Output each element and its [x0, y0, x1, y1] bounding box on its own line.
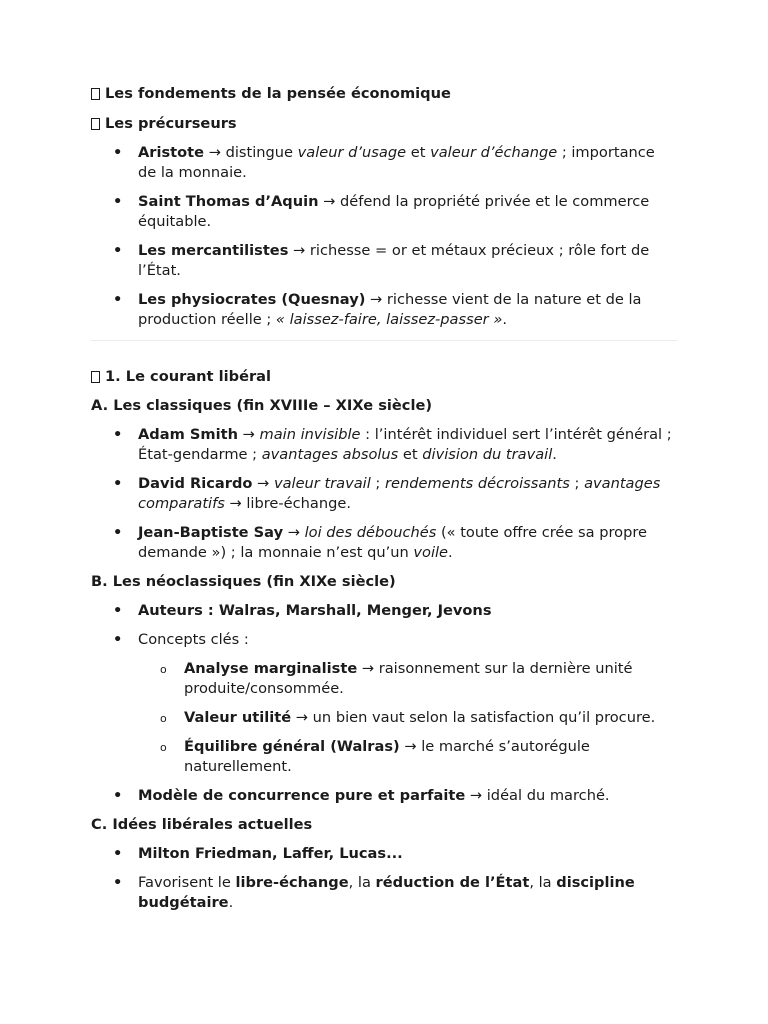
bullet-icon: • — [113, 787, 123, 804]
circle-bullet-icon: o — [160, 741, 167, 754]
list-item: • Auteurs : Walras, Marshall, Menger, Jevons — [113, 602, 492, 619]
scroll-emoji-icon — [91, 118, 100, 130]
sub-list-item: o Analyse marginaliste → raisonnement sur la dernière unité produite/consommée. — [160, 660, 633, 697]
bullet-icon: • — [113, 242, 123, 259]
bullet-icon: • — [113, 475, 123, 492]
circle-bullet-icon: o — [160, 663, 167, 676]
bullet-icon: • — [113, 845, 123, 862]
list-item: • David Ricardo → valeur travail ; rendements décroissants ; avantages comparatifs → libre-échange. — [113, 475, 661, 512]
sub-list-item: o Valeur utilité → un bien vaut selon la satisfaction qu’il procure. — [91, 708, 677, 728]
bullet-icon: • — [113, 602, 123, 619]
classics-list — [91, 425, 677, 563]
bullet-icon: • — [113, 524, 123, 541]
list-item: • Les physiocrates (Quesnay) → richesse vient de la nature et de la production réelle ; « laissez-faire, laissez-passer ». — [113, 291, 642, 328]
bullet-icon: • — [113, 426, 123, 443]
list-item: • Milton Friedman, Laffer, Lucas... — [113, 845, 403, 862]
bullet-icon: • — [113, 291, 123, 308]
precursors-list — [91, 143, 677, 330]
bullet-icon: • — [113, 874, 123, 891]
subsection-title: Les précurseurs — [91, 114, 677, 134]
list-item: • Modèle de concurrence pure et parfaite → idéal du marché. — [113, 787, 610, 804]
section-title: Les fondements de la pensée économique — [91, 84, 677, 104]
horizontal-rule — [91, 340, 677, 341]
bank-emoji-icon — [91, 371, 100, 383]
subsection-title-a: A. Les classiques (fin XVIIIe – XIXe siècle) — [91, 397, 433, 414]
list-item: • Jean-Baptiste Say → loi des débouchés (« toute offre crée sa propre demande ») ; la monnaie n’est qu’un voile. — [113, 524, 648, 561]
subsection-title-c: C. Idées libérales actuelles — [91, 816, 313, 833]
circle-bullet-icon: o — [160, 712, 167, 725]
neoclassics-list — [91, 601, 677, 806]
list-item: • Adam Smith → main invisible : l’intérêt individuel sert l’intérêt général ; État-gendarme ; avantages absolus et division du travail. — [113, 426, 672, 463]
sub-list-item: o Équilibre général (Walras) → le marché s’autorégule naturellement. — [160, 738, 590, 775]
list-item: • Saint Thomas d’Aquin → défend la propriété privée et le commerce équitable. — [113, 193, 650, 230]
book-emoji-icon — [91, 88, 100, 100]
document-page — [91, 84, 677, 913]
section-title: 1. Le courant libéral — [91, 367, 677, 387]
concepts-sublist — [138, 659, 677, 777]
list-item: • Concepts clés : o Analyse marginaliste → raisonnement sur la dernière unité produite/consommée. o Valeur utilité → un bien vaut selon la satisfaction qu’il procure. o Équilibre général (Walras) → le marché s’autorégule naturellement. — [91, 630, 677, 777]
bullet-icon: • — [113, 193, 123, 210]
subsection-title-b: B. Les néoclassiques (fin XIXe siècle) — [91, 573, 396, 590]
list-item: • Favorisent le libre-échange, la réduction de l’État, la discipline budgétaire. — [113, 874, 635, 911]
current-liberal-list — [91, 844, 677, 913]
bullet-icon: • — [113, 144, 123, 161]
bullet-icon: • — [113, 631, 123, 648]
list-item: • Les mercantilistes → richesse = or et métaux précieux ; rôle fort de l’État. — [113, 242, 650, 279]
list-item: • Aristote → distingue valeur d’usage et valeur d’échange ; importance de la monnaie. — [113, 144, 655, 181]
